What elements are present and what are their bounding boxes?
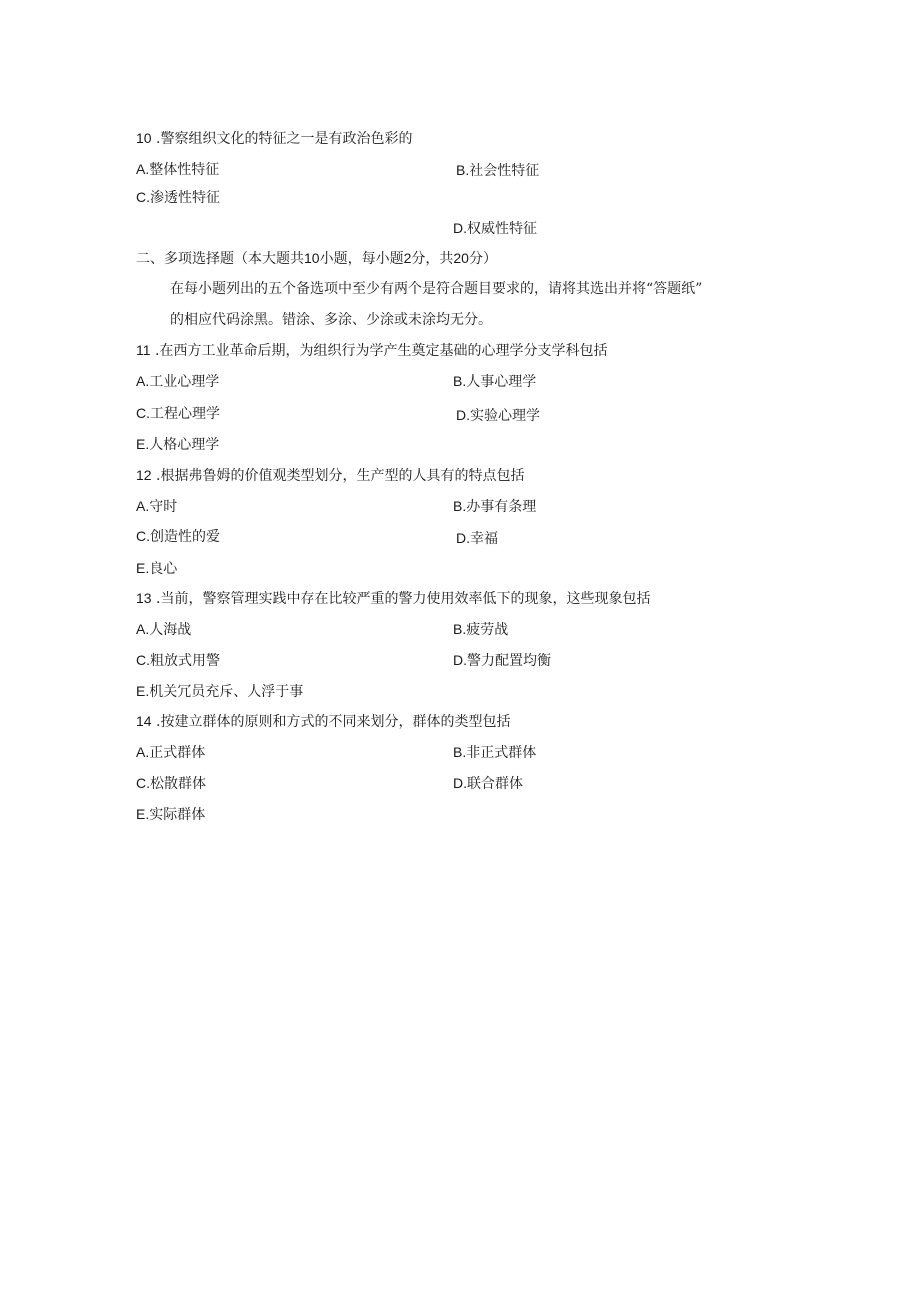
- q10-option-a: A.整体性特征: [136, 161, 220, 178]
- q10-option-b: B.社会性特征: [456, 162, 540, 179]
- q14-option-a: A.正式群体: [136, 744, 206, 761]
- q12-option-c: C.创造性的爱: [136, 528, 220, 545]
- question-number: 10: [136, 130, 152, 146]
- q11-option-e: E.人格心理学: [136, 436, 220, 453]
- question-number: 12: [136, 467, 152, 483]
- question-text: .在西方工业革命后期，为组织行为学产生奠定基础的心理学分支学科包括: [150, 343, 608, 359]
- question-10-stem: [136, 129, 412, 148]
- question-12-stem: [136, 466, 524, 485]
- q12-option-a: A.守时: [136, 498, 178, 515]
- question-text: .警察组织文化的特征之一是有政治色彩的: [151, 131, 413, 147]
- q11-option-d: D.实验心理学: [456, 407, 540, 424]
- question-text: .按建立群体的原则和方式的不同来划分，群体的类型包括: [151, 714, 511, 730]
- question-number: 14: [136, 713, 152, 729]
- q12-option-b: B.办事有条理: [453, 498, 537, 515]
- q11-option-a: A.工业心理学: [136, 373, 220, 390]
- question-text: .当前，警察管理实践中存在比较严重的警力使用效率低下的现象，这些现象包括: [151, 591, 651, 607]
- question-11-stem: [136, 341, 607, 360]
- q13-option-e: E.机关冗员充斥、人浮于事: [136, 683, 304, 700]
- q12-option-e: E.良心: [136, 560, 178, 577]
- q12-option-d: D.幸福: [456, 530, 498, 547]
- question-number: 13: [136, 590, 152, 606]
- q13-option-b: B.疲劳战: [453, 621, 509, 638]
- q11-option-c: C.工程心理学: [136, 405, 220, 422]
- question-14-stem: [136, 712, 510, 731]
- q14-option-d: D.联合群体: [453, 775, 523, 792]
- q13-option-c: C.粗放式用警: [136, 652, 220, 669]
- q14-option-e: E.实际群体: [136, 806, 206, 823]
- q13-option-a: A.人海战: [136, 621, 192, 638]
- q11-option-b: B.人事心理学: [453, 373, 537, 390]
- q13-option-d: D.警力配置均衡: [453, 652, 551, 669]
- question-13-stem: [136, 589, 650, 608]
- section-instructions-line-1: 在每小题列出的五个备选项中至少有两个是符合题目要求的，请将其选出并将“答题纸”: [170, 281, 703, 297]
- q10-option-c: C.渗透性特征: [136, 189, 220, 206]
- q14-option-c: C.松散群体: [136, 775, 206, 792]
- section-instructions-line-2: 的相应代码涂黑。错涂、多涂、少涂或未涂均无分。: [170, 312, 492, 328]
- section-heading: 二、多项选择题（本大题共10小题，每小题2分，共20分）: [136, 250, 497, 267]
- q14-option-b: B.非正式群体: [453, 744, 537, 761]
- question-text: .根据弗鲁姆的价值观类型划分，生产型的人具有的特点包括: [151, 468, 525, 484]
- q10-option-d: D.权威性特征: [453, 220, 537, 237]
- question-number: 11: [136, 342, 151, 358]
